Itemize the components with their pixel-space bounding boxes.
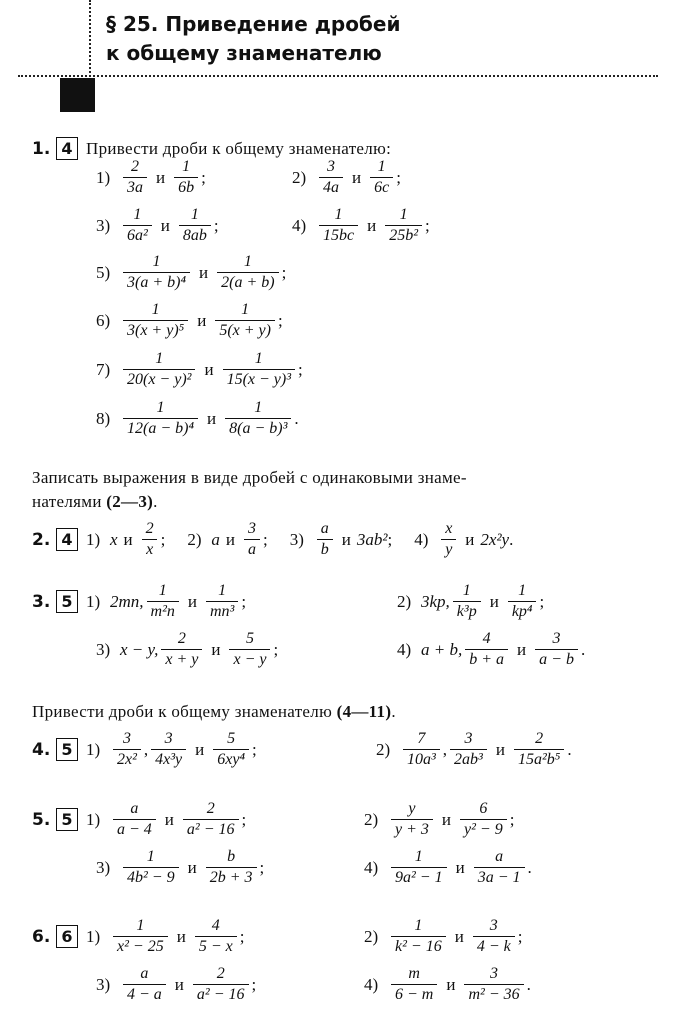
denominator: 15bc: [319, 225, 358, 245]
item-label: 8): [96, 408, 111, 428]
fraction: [213, 730, 249, 769]
conjunction: и: [465, 529, 475, 549]
exercise-1-item-2: [292, 158, 401, 197]
fraction: [391, 800, 433, 839]
exercise-1-item-5: [96, 253, 286, 292]
fraction: [317, 520, 333, 559]
denominator: b: [317, 539, 333, 559]
section-title: [106, 10, 400, 68]
denominator: x − y: [229, 649, 270, 669]
fraction: [123, 965, 166, 1004]
item-label: 4): [364, 974, 379, 994]
denominator: b + a: [465, 649, 508, 669]
fraction: [473, 917, 515, 956]
fraction: [147, 582, 179, 621]
item-label: 2): [292, 167, 307, 187]
denominator: 15a²b⁵: [514, 749, 564, 769]
item-label: 2): [187, 529, 202, 549]
fraction: [123, 158, 147, 197]
exercise-number: 6.: [32, 926, 51, 947]
exercise-range: (2—3): [106, 492, 154, 511]
section-title-line2: к общему знаменателю: [106, 41, 382, 65]
exercise-1-item-1: [96, 158, 206, 197]
fraction: [206, 848, 257, 887]
punctuation: ;: [259, 857, 265, 877]
conjunction: и: [187, 857, 197, 877]
conjunction: и: [367, 215, 377, 235]
punctuation: .: [567, 739, 572, 759]
item-label: 1): [86, 809, 101, 829]
denominator: m²n: [147, 601, 179, 621]
item-label: 2): [364, 809, 379, 829]
numerator: 3: [464, 730, 473, 747]
conjunction: и: [187, 591, 197, 611]
punctuation: ;: [273, 639, 279, 659]
conjunction: и: [207, 408, 217, 428]
denominator: 5(x + y): [215, 320, 275, 340]
denominator: x + y: [161, 649, 202, 669]
numerator: 2: [216, 965, 225, 982]
denominator: 20(x − y)²: [123, 369, 195, 389]
numerator: a: [495, 848, 504, 865]
punctuation: ;: [251, 974, 257, 994]
numerator: 1: [158, 582, 167, 599]
fraction: [123, 206, 152, 245]
numerator: 1: [241, 301, 250, 318]
numerator: 1: [414, 917, 423, 934]
numerator: 3: [248, 520, 256, 537]
numerator: 3: [552, 630, 561, 647]
difficulty-level-box: 6: [56, 925, 78, 948]
item-label: 1): [86, 739, 101, 759]
punctuation: ;: [396, 167, 401, 187]
conjunction: и: [123, 529, 133, 549]
exercise-number: 1.: [32, 138, 51, 159]
item-label: 4): [292, 215, 307, 235]
item-label: 4): [364, 857, 379, 877]
punctuation: ;: [277, 310, 283, 330]
conjunction: и: [454, 926, 464, 946]
fraction: [142, 520, 158, 559]
item-label: 3): [96, 857, 111, 877]
expression: 2mn,: [110, 591, 144, 611]
fraction: [113, 917, 168, 956]
conjunction: и: [164, 809, 174, 829]
fraction: [151, 730, 186, 769]
punctuation: ;: [539, 591, 545, 611]
denominator: 6b: [174, 177, 198, 197]
punctuation: ;: [509, 809, 515, 829]
punctuation: ;: [298, 359, 303, 379]
fraction: [391, 965, 437, 1004]
exercise-4-row: 4. 5 1) $\frac{3}{\text{2x²}}$ , $\frac{3}{\text{4x³y}}$ и $\frac{5}{\text{6xy⁴}}$ ;: [32, 730, 257, 768]
fraction: [465, 630, 508, 669]
item-label: 1): [86, 529, 101, 549]
conjunction: и: [156, 167, 166, 187]
exercise-1-item-7: [96, 350, 303, 389]
fraction: [161, 630, 202, 669]
fraction: [123, 848, 179, 887]
fraction: [179, 206, 211, 245]
denominator: 8ab: [179, 225, 211, 245]
conjunction: и: [160, 215, 170, 235]
punctuation: ;: [241, 591, 247, 611]
conjunction: и: [441, 809, 452, 829]
denominator: 4 − k: [473, 936, 515, 956]
denominator: mn³: [206, 601, 238, 621]
denominator: 4a: [319, 177, 343, 197]
fraction: [441, 520, 456, 559]
punctuation: .: [294, 408, 299, 428]
denominator: x: [142, 539, 157, 559]
numerator: 1: [414, 848, 423, 865]
numerator: 3: [164, 730, 173, 747]
item-label: 1): [96, 167, 111, 187]
denominator: 2ab³: [450, 749, 487, 769]
denominator: 4b² − 9: [123, 867, 179, 887]
numerator: 1: [133, 206, 142, 223]
punctuation: ;: [281, 262, 287, 282]
exercise-1-item-6: [96, 301, 283, 340]
conjunction: и: [446, 974, 456, 994]
numerator: 1: [254, 350, 263, 367]
punctuation: .: [509, 529, 514, 549]
punctuation: .: [391, 702, 396, 721]
item-label: 7): [96, 359, 111, 379]
exercise-3-item-2: [397, 582, 544, 621]
exercise-1-header: [32, 137, 391, 160]
fraction: [206, 582, 238, 621]
numerator: x: [445, 520, 453, 537]
fraction: [113, 800, 156, 839]
difficulty-level-box: 5: [56, 590, 78, 613]
denominator: 6c: [370, 177, 393, 197]
punctuation: ;: [239, 926, 245, 946]
header-horizontal-rule: [18, 75, 658, 77]
section-marker-block: [60, 78, 95, 112]
punctuation: .: [580, 639, 586, 659]
fraction: [453, 582, 481, 621]
denominator: 4x³y: [151, 749, 186, 769]
denominator: 9a² − 1: [391, 867, 447, 887]
conjunction: и: [455, 857, 465, 877]
conjunction: и: [352, 167, 362, 187]
expression: 3ab²: [356, 529, 388, 549]
numerator: 6: [479, 800, 488, 817]
item-label: 5): [96, 262, 111, 282]
item-label: 2): [364, 926, 379, 946]
exercise-1-item-8: [96, 399, 299, 438]
expression: 2x²y: [480, 529, 510, 549]
denominator: 3(a + b)⁴: [123, 272, 190, 292]
denominator: y + 3: [391, 819, 433, 839]
fraction: [113, 730, 141, 769]
difficulty-level-box: 5: [56, 738, 78, 761]
punctuation: ;: [252, 739, 257, 759]
punctuation: ;: [387, 529, 393, 549]
conjunction: и: [174, 974, 184, 994]
denominator: 6 − m: [391, 984, 437, 1004]
denominator: kp⁴: [508, 601, 537, 621]
denominator: 5 − x: [195, 936, 237, 956]
exercise-3-row-1: [32, 582, 246, 621]
denominator: 4 − a: [123, 984, 166, 1004]
denominator: y² − 9: [460, 819, 507, 839]
group-instruction-line2: [32, 492, 158, 512]
punctuation: ;: [213, 215, 219, 235]
denominator: 2(a + b): [217, 272, 278, 292]
numerator: 1: [243, 253, 252, 270]
difficulty-level-box: 4: [56, 528, 78, 551]
fraction: [403, 730, 440, 769]
exercise-number: 5.: [32, 809, 51, 830]
numerator: 2: [145, 520, 154, 537]
item-label: 3): [289, 529, 304, 549]
denominator: 3(x + y)⁵: [123, 320, 188, 340]
fraction: [174, 158, 198, 197]
fraction: [244, 520, 260, 559]
punctuation: ;: [201, 167, 206, 187]
fraction: [319, 206, 358, 245]
denominator: 3a − 1: [474, 867, 525, 887]
numerator: 3: [122, 730, 131, 747]
exercise-6-item-4: [364, 965, 531, 1004]
denominator: a² − 16: [183, 819, 239, 839]
difficulty-level-box: 4: [56, 137, 78, 160]
conjunction: и: [211, 639, 221, 659]
numerator: 2: [177, 630, 186, 647]
exercise-instruction: Привести дроби к общему знаменателю:: [86, 138, 392, 158]
denominator: a² − 16: [193, 984, 249, 1004]
fraction: [195, 917, 237, 956]
exercise-number: 2.: [32, 529, 51, 550]
item-label: 3): [96, 215, 111, 235]
fraction: [225, 399, 291, 438]
denominator: a: [244, 539, 260, 559]
numerator: 1: [377, 158, 386, 175]
group-instruction-text: нателями: [32, 492, 107, 511]
denominator: 8(a − b)³: [225, 418, 291, 438]
exercise-5-row-1: [32, 800, 246, 839]
numerator: 4: [482, 630, 491, 647]
item-label: 3): [96, 639, 111, 659]
numerator: 3: [327, 158, 335, 175]
fraction: [223, 350, 295, 389]
exercise-number: 4.: [32, 739, 51, 760]
fraction: [193, 965, 249, 1004]
exercise-6-row-1: [32, 917, 244, 956]
exercise-5-item-2: [364, 800, 514, 839]
numerator: y: [408, 800, 416, 817]
expression: x − y,: [120, 639, 159, 659]
item-label: 6): [96, 310, 111, 330]
expression: a + b,: [421, 639, 463, 659]
numerator: a: [320, 520, 329, 537]
exercise-6-item-2: [364, 917, 522, 956]
numerator: 3: [490, 965, 499, 982]
numerator: 1: [190, 206, 199, 223]
punctuation: .: [526, 974, 531, 994]
fraction: [474, 848, 525, 887]
punctuation: .: [527, 857, 532, 877]
conjunction: и: [489, 591, 499, 611]
numerator: 1: [399, 206, 408, 223]
denominator: x² − 25: [113, 936, 168, 956]
numerator: 1: [152, 253, 161, 270]
fraction: [123, 399, 198, 438]
denominator: k² − 16: [391, 936, 446, 956]
numerator: 1: [334, 206, 343, 223]
fraction: [460, 800, 507, 839]
numerator: 1: [218, 582, 227, 599]
fraction: [391, 917, 446, 956]
fraction: [123, 301, 188, 340]
exercise-1-item-3: [96, 206, 219, 245]
fraction: [229, 630, 270, 669]
exercise-5-item-3: [96, 848, 264, 887]
denominator: 15(x − y)³: [223, 369, 295, 389]
exercise-3-item-4: [397, 630, 585, 669]
denominator: 6xy⁴: [213, 749, 249, 769]
fraction: [391, 848, 447, 887]
conjunction: и: [341, 529, 351, 549]
numerator: 1: [254, 399, 263, 416]
denominator: 3a: [123, 177, 147, 197]
group-instruction-text: Привести дроби к общему знаменателю: [32, 702, 337, 721]
item-label: 4): [414, 529, 429, 549]
numerator: 1: [156, 399, 165, 416]
expression: 3kp,: [421, 591, 450, 611]
numerator: b: [227, 848, 236, 865]
punctuation: ;: [517, 926, 523, 946]
numerator: 1: [182, 158, 191, 175]
fraction: [215, 301, 275, 340]
item-label: 4): [397, 639, 412, 659]
item-label: 1): [86, 926, 101, 946]
denominator: 12(a − b)⁴: [123, 418, 198, 438]
conjunction: и: [197, 310, 207, 330]
group-instruction-line1: Записать выражения в виде дробей с одинаковыми знаме-: [32, 468, 467, 487]
numerator: 2: [131, 158, 139, 175]
punctuation: ;: [241, 809, 247, 829]
numerator: 1: [136, 917, 145, 934]
item-label: 3): [96, 974, 111, 994]
numerator: 3: [489, 917, 498, 934]
exercise-range: (4—11): [336, 702, 392, 721]
numerator: 1: [518, 582, 527, 599]
conjunction: и: [176, 926, 186, 946]
denominator: k³p: [453, 601, 481, 621]
fraction: [370, 158, 393, 197]
denominator: a − b: [535, 649, 578, 669]
conjunction: и: [495, 739, 505, 759]
exercise-3-item-3: [96, 630, 278, 669]
numerator: 4: [211, 917, 220, 934]
denominator: 10a³: [403, 749, 440, 769]
difficulty-level-box: 5: [56, 808, 78, 831]
exercise-2: [32, 520, 513, 559]
exercise-6-item-3: [96, 965, 256, 1004]
denominator: m² − 36: [464, 984, 523, 1004]
numerator: 5: [227, 730, 236, 747]
conjunction: и: [204, 359, 214, 379]
exercise-5-item-4: [364, 848, 532, 887]
denominator: a − 4: [113, 819, 156, 839]
item-label: 2): [376, 739, 391, 759]
fraction: [123, 350, 195, 389]
fraction: [464, 965, 523, 1004]
conjunction: и: [225, 529, 235, 549]
numerator: 1: [151, 301, 160, 318]
item-label: 2): [397, 591, 412, 611]
denominator: y: [441, 539, 456, 559]
fraction: [319, 158, 343, 197]
fraction: [217, 253, 278, 292]
item-label: 1): [86, 591, 101, 611]
denominator: 2b + 3: [206, 867, 257, 887]
numerator: 5: [245, 630, 254, 647]
denominator: 25b²: [385, 225, 422, 245]
conjunction: и: [517, 639, 527, 659]
numerator: m: [408, 965, 420, 982]
punctuation: ;: [160, 529, 166, 549]
conjunction: и: [195, 739, 205, 759]
expression: a: [211, 529, 220, 549]
punctuation: ;: [425, 215, 430, 235]
exercise-number: 3.: [32, 591, 51, 612]
numerator: 1: [155, 350, 164, 367]
numerator: 2: [535, 730, 544, 747]
denominator: 6a²: [123, 225, 152, 245]
conjunction: и: [199, 262, 209, 282]
section-title-line1: § 25. Приведение дробей: [106, 12, 401, 36]
exercise-4-item-2: 2) $\frac{7}{\text{10a³}}$ , $\frac{3}{\text{2ab³}}$ и $\frac{2}{\text{15a²b⁵}}$ .: [376, 730, 572, 768]
numerator: 1: [146, 848, 155, 865]
numerator: 7: [417, 730, 426, 747]
numerator: a: [130, 800, 139, 817]
fraction: [123, 253, 190, 292]
punctuation: .: [153, 492, 158, 511]
denominator: 2x²: [113, 749, 141, 769]
group-instruction: [32, 702, 396, 722]
numerator: 1: [462, 582, 471, 599]
numerator: 2: [206, 800, 215, 817]
fraction: [450, 730, 487, 769]
punctuation: ;: [263, 529, 268, 549]
fraction: [508, 582, 537, 621]
fraction: [535, 630, 578, 669]
exercise-1-item-4: [292, 206, 430, 245]
numerator: a: [140, 965, 149, 982]
fraction: [514, 730, 564, 769]
fraction: [183, 800, 239, 839]
header-vertical-rule: [89, 0, 91, 80]
expression: x: [110, 529, 118, 549]
fraction: [385, 206, 422, 245]
